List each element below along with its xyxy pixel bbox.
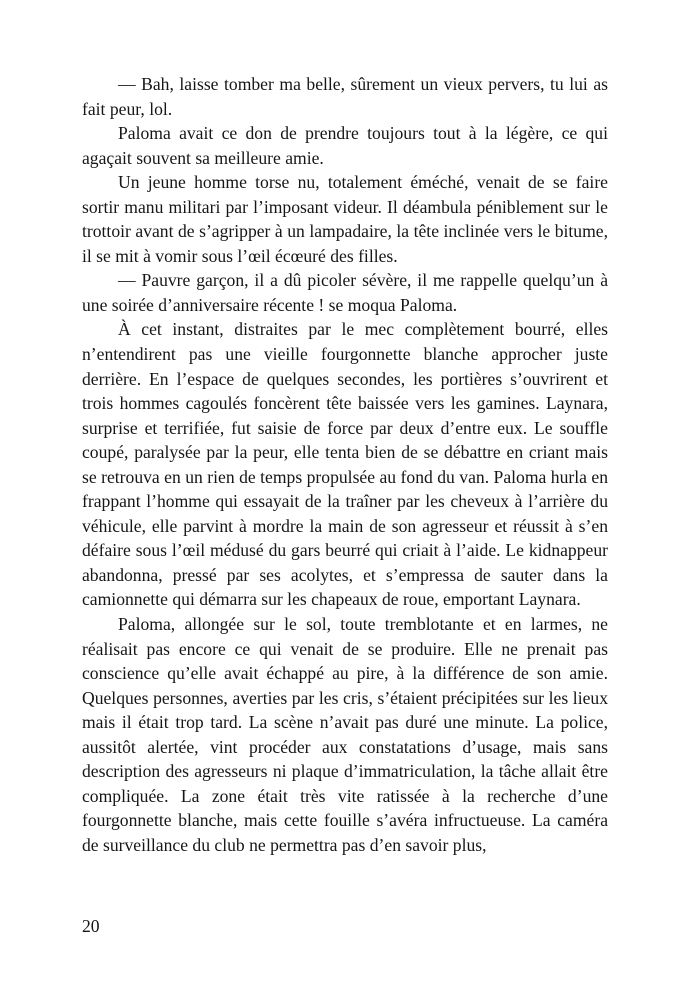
paragraph: Paloma, allongée sur le sol, toute tremblotante et en larmes, ne réalisait pas encore ce qui venait de se produire. Elle ne prenait pas conscience qu’elle avait échappé au pire, à la différence de son amie. Quelques personnes, averties par les cris, s’étaient précipitées sur les lieux mais il était trop tard. La scène n’avait pas duré une minute. La police, aussitôt alertée, vint procéder aux constatations d’usage, mais sans description des agresseurs ni plaque d’immatriculation, la tâche allait être compliquée. La zone était très vite ratissée à la recherche d’une fourgonnette blanche, mais cette fouille s’avéra infructueuse. La caméra de surveillance du club ne permettra pas d’en savoir plus,	[82, 614, 608, 855]
page-number: 20	[82, 916, 100, 936]
paragraph: — Pauvre garçon, il a dû picoler sévère, il me rappelle quelqu’un à une soirée d’anniversaire récente ! se moqua Paloma.	[82, 270, 608, 315]
paragraph: Paloma avait ce don de prendre toujours tout à la légère, ce qui agaçait souvent sa meilleure amie.	[82, 123, 608, 168]
body-text	[82, 72, 608, 858]
paragraph: Un jeune homme torse nu, totalement éméché, venait de se faire sortir manu militari par l’imposant videur. Il déambula péniblement sur le trottoir avant de s’agripper à un lampadaire, la tête inclinée vers le bitume, il se mit à vomir sous l’œil écœuré des filles.	[82, 172, 608, 266]
paragraph: À cet instant, distraites par le mec complètement bourré, elles n’entendirent pas une vieille fourgonnette blanche approcher juste derrière. En l’espace de quelques secondes, les portières s’ouvrirent et trois hommes cagoulés foncèrent tête baissée vers les gamines. Laynara, surprise et terrifiée, fut saisie de force par deux d’entre eux. Le souffle coupé, paralysée par la peur, elle tenta bien de se débattre en criant mais se retrouva en un rien de temps propulsée au fond du van. Paloma hurla en frappant l’homme qui essayait de la traîner par les cheveux à l’arrière du véhicule, elle parvint à mordre la main de son agresseur et réussit à s’en défaire sous l’œil médusé du gars beurré qui criait à l’aide. Le kidnappeur abandonna, pressé par ses acolytes, et s’empressa de sauter dans la camionnette qui démarra sur les chapeaux de roue, emportant Laynara.	[82, 319, 608, 610]
paragraph: — Bah, laisse tomber ma belle, sûrement un vieux pervers, tu lui as fait peur, lol.	[82, 74, 608, 119]
